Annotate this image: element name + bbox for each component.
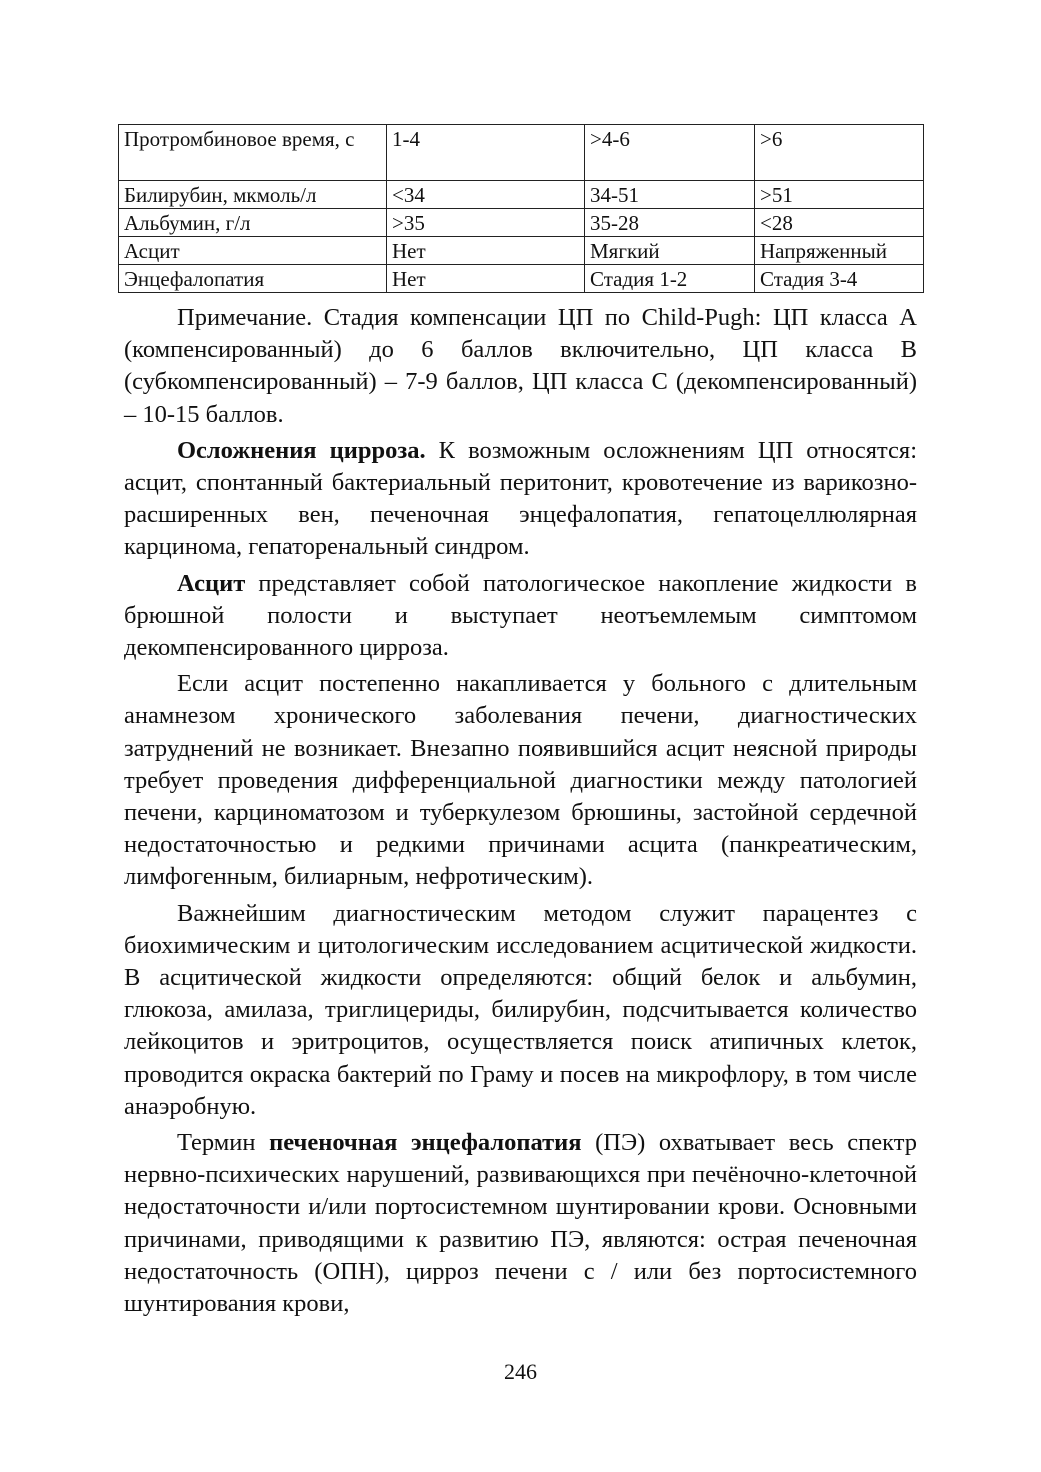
complications-heading: Осложнения цирроза. <box>177 436 426 464</box>
ascites-text: представляет собой патологическое накопление жидкости в брюшной полости и выступает неотъемлемым симптомом декомпенсированного цирроза. <box>124 569 917 662</box>
table-cell: Стадия 3-4 <box>755 265 924 293</box>
table-cell: 34-51 <box>585 181 755 209</box>
table-cell-label: Альбумин, г/л <box>119 209 387 237</box>
table-cell: >4-6 <box>585 125 755 181</box>
table-row <box>119 181 924 209</box>
table-cell: 1-4 <box>387 125 585 181</box>
table-row <box>119 237 924 265</box>
body-text <box>124 302 917 1324</box>
table-cell: <28 <box>755 209 924 237</box>
encephalopathy-term: печеночная энцефалопатия <box>269 1129 582 1157</box>
table-cell: 35-28 <box>585 209 755 237</box>
paracentesis-paragraph: Важнейшим диагностическим методом служит парацентез с биохимическим и цитологическим исследованием асцитической жидкости. В асцитической жидкости определяются: общий белок и альбумин, глюкоза, амилаза, триглицериды, билирубин, подсчитывается количество лейкоцитов и эритроцитов, осуществляется поиск атипичных клеток, проводится окраска бактерий по Граму и посев на микрофлору, в том числе анаэробную. <box>124 899 917 1120</box>
note-paragraph: Примечание. Стадия компенсации ЦП по Child-Pugh: ЦП класса А (компенсированный) до 6 баллов включительно, ЦП класса В (субкомпенсированный) – 7-9 баллов, ЦП класса С (декомпенсированный) – 10-15 баллов. <box>124 304 917 428</box>
table-cell-label: Протромбиновое время, с <box>119 125 387 181</box>
ascites-diagnosis-paragraph: Если асцит постепенно накапливается у больного с длительным анамнезом хронического заболевания печени, диагностических затруднений не возникает. Внезапно появившийся асцит неясной природы требует проведения дифференциальной диагностики между патологией печени, карциноматозом и туберкулезом брюшины, застойной сердечной недостаточностью и редкими причинами асцита (панкреатическим, лимфогенным, билиарным, нефротическим). <box>124 670 917 891</box>
table-cell-label: Энцефалопатия <box>119 265 387 293</box>
child-pugh-table <box>118 124 924 293</box>
table-row <box>119 265 924 293</box>
complications-paragraph <box>124 435 917 564</box>
encephalopathy-text: (ПЭ) охватывает весь спектр нервно-психических нарушений, развивающихся при печёночно-клеточной недостаточности и/или портосистемном шунтировании крови. Основными причинами, приводящими к развитию ПЭ, являются: острая печеночная недостаточность (ОПН), цирроз печени с / или без портосистемного шунтирования крови, <box>124 1129 917 1318</box>
encephalopathy-paragraph <box>124 1127 917 1320</box>
table-cell-label: Билирубин, мкмоль/л <box>119 181 387 209</box>
table-cell: Напряженный <box>755 237 924 265</box>
table-cell-label: Асцит <box>119 237 387 265</box>
table-cell: >51 <box>755 181 924 209</box>
table-cell: >35 <box>387 209 585 237</box>
table-row <box>119 125 924 181</box>
table-cell: <34 <box>387 181 585 209</box>
ascites-paragraph <box>124 568 917 665</box>
complications-text: К возможным осложнениям ЦП относятся: асцит, спонтанный бактериальный перитонит, кровотечение из варикозно-расширенных вен, печеночная энцефалопатия, гепатоцеллюлярная карцинома, гепаторенальный синдром. <box>124 436 918 561</box>
table-row <box>119 209 924 237</box>
table-cell: Мягкий <box>585 237 755 265</box>
table-cell: Стадия 1-2 <box>585 265 755 293</box>
ascites-term: Асцит <box>177 569 246 597</box>
table-cell: Нет <box>387 237 585 265</box>
table-cell: >6 <box>755 125 924 181</box>
table-cell: Нет <box>387 265 585 293</box>
page-number: 246 <box>504 1359 537 1384</box>
encephalopathy-prefix: Термин <box>177 1129 270 1157</box>
